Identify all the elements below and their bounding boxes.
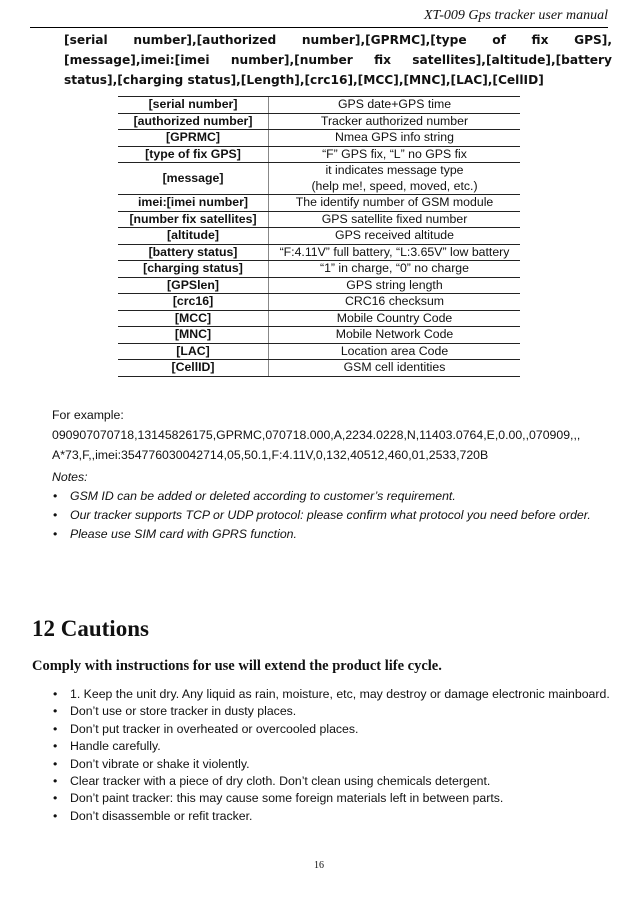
caution-text: Don’t paint tracker: this may cause some foreign materials left in between parts.	[70, 791, 504, 806]
bullet-icon: •	[53, 774, 58, 789]
list-item	[52, 703, 610, 720]
caution-text: Handle carefully.	[70, 739, 161, 754]
field-name: [charging status]	[118, 261, 269, 278]
field-description: GPS date+GPS time	[269, 97, 521, 114]
message-format-string: [serial number],[authorized number],[GPRMC],[type of fix GPS],[message],imei:[imei number],[number fix satellites],[altitude],[battery status],[charging status],[Length],[crc16],[MCC],[MNC],[LAC],[CellID]	[64, 33, 612, 87]
table-row	[118, 97, 520, 114]
field-description-line: (help me!, speed, moved, etc.)	[311, 178, 478, 193]
example-label: For example:	[52, 408, 124, 422]
table-row	[118, 261, 520, 278]
bullet-icon: •	[53, 489, 58, 503]
list-item	[52, 721, 610, 738]
example-line: 090907070718,13145826175,GPRMC,070718.000,A,2234.0228,N,11403.0764,E,0.00,,070909,,,	[52, 428, 581, 442]
running-header: XT-009 Gps tracker user manual	[423, 8, 608, 23]
bullet-icon: •	[53, 508, 58, 523]
field-description: “F” GPS fix, “L” no GPS fix	[269, 146, 521, 163]
note-text: GSM ID can be added or deleted according to customer’s requirement.	[70, 489, 456, 503]
caution-text: Don’t put tracker in overheated or overcooled places.	[70, 721, 359, 736]
table-row	[118, 195, 520, 212]
field-description: “1” in charge, “0” no charge	[269, 261, 521, 278]
caution-text: Don’t vibrate or shake it violently.	[70, 756, 250, 771]
table-row	[118, 228, 520, 245]
caution-text: Don’t disassemble or refit tracker.	[70, 808, 253, 823]
field-description: Tracker authorized number	[269, 113, 521, 130]
list-item	[52, 738, 610, 755]
field-name: [MCC]	[118, 310, 269, 327]
list-item	[52, 808, 610, 825]
notes-title: Notes:	[52, 470, 88, 484]
caution-text: Don’t use or store tracker in dusty places.	[70, 704, 297, 719]
field-description: GPS string length	[269, 277, 521, 294]
field-name: [type of fix GPS]	[118, 146, 269, 163]
bullet-icon: •	[53, 808, 58, 823]
field-description: Mobile Country Code	[269, 310, 521, 327]
section-title: 12 Cautions	[32, 616, 149, 641]
field-name: [GPRMC]	[118, 130, 269, 147]
table-row	[118, 277, 520, 294]
field-name: [message]	[118, 163, 269, 195]
section-subtitle: Comply with instructions for use will extend the product life cycle.	[32, 658, 442, 674]
field-name: [GPSlen]	[118, 277, 269, 294]
field-description: Location area Code	[269, 343, 521, 360]
field-description: The identify number of GSM module	[269, 195, 521, 212]
bullet-icon: •	[53, 687, 58, 701]
field-description: “F:4.11V” full battery, “L:3.65V” low battery	[269, 244, 521, 261]
field-description-line: it indicates message type	[325, 163, 464, 177]
table-row	[118, 163, 520, 195]
field-description: Mobile Network Code	[269, 327, 521, 344]
field-name: [serial number]	[118, 97, 269, 114]
note-text: Our tracker supports TCP or UDP protocol: please confirm what protocol you need before order.	[70, 508, 591, 523]
notes-list	[52, 488, 610, 545]
table-row	[118, 294, 520, 311]
field-name: [LAC]	[118, 343, 269, 360]
example-line: A*73,F,,imei:354776030042714,05,50.1,F:4.11V,0,132,40512,460,01,2533,720B	[52, 448, 489, 462]
bullet-icon: •	[53, 721, 58, 736]
bullet-icon: •	[53, 756, 58, 771]
field-description-table	[118, 96, 520, 377]
list-item	[52, 773, 610, 790]
list-item	[52, 507, 610, 525]
field-description: Nmea GPS info string	[269, 130, 521, 147]
list-item	[52, 686, 610, 703]
bullet-icon: •	[53, 791, 58, 806]
field-description: CRC16 checksum	[269, 294, 521, 311]
list-item	[52, 488, 610, 506]
list-item	[52, 756, 610, 773]
bullet-icon: •	[53, 527, 58, 542]
bullet-icon: •	[53, 739, 58, 754]
table-row	[118, 211, 520, 228]
caution-text: 1. Keep the unit dry. Any liquid as rain, moisture, etc, may destroy or damage electronic mainboard.	[70, 687, 610, 701]
field-name: [crc16]	[118, 294, 269, 311]
field-description: GPS satellite fixed number	[269, 211, 521, 228]
field-name: [number fix satellites]	[118, 211, 269, 228]
header-rule	[30, 27, 608, 28]
field-description: GSM cell identities	[269, 360, 521, 377]
table-row	[118, 310, 520, 327]
table-row	[118, 130, 520, 147]
list-item	[52, 790, 610, 807]
table-row	[118, 146, 520, 163]
field-name: [authorized number]	[118, 113, 269, 130]
example-block	[52, 405, 622, 465]
field-description: GPS received altitude	[269, 228, 521, 245]
page-number: 16	[314, 860, 324, 871]
table-row	[118, 360, 520, 377]
caution-text: Clear tracker with a piece of dry cloth. Don’t clean using chemicals detergent.	[70, 774, 491, 789]
note-text: Please use SIM card with GPRS function.	[70, 527, 297, 542]
field-name: imei:[imei number]	[118, 195, 269, 212]
bullet-icon: •	[53, 704, 58, 719]
field-name: [MNC]	[118, 327, 269, 344]
table-row	[118, 113, 520, 130]
table-row	[118, 244, 520, 261]
table-row	[118, 327, 520, 344]
field-name: [CellID]	[118, 360, 269, 377]
cautions-list	[52, 686, 610, 825]
field-description	[269, 163, 521, 195]
table-row	[118, 343, 520, 360]
list-item	[52, 526, 610, 544]
field-name: [altitude]	[118, 228, 269, 245]
field-name: [battery status]	[118, 244, 269, 261]
